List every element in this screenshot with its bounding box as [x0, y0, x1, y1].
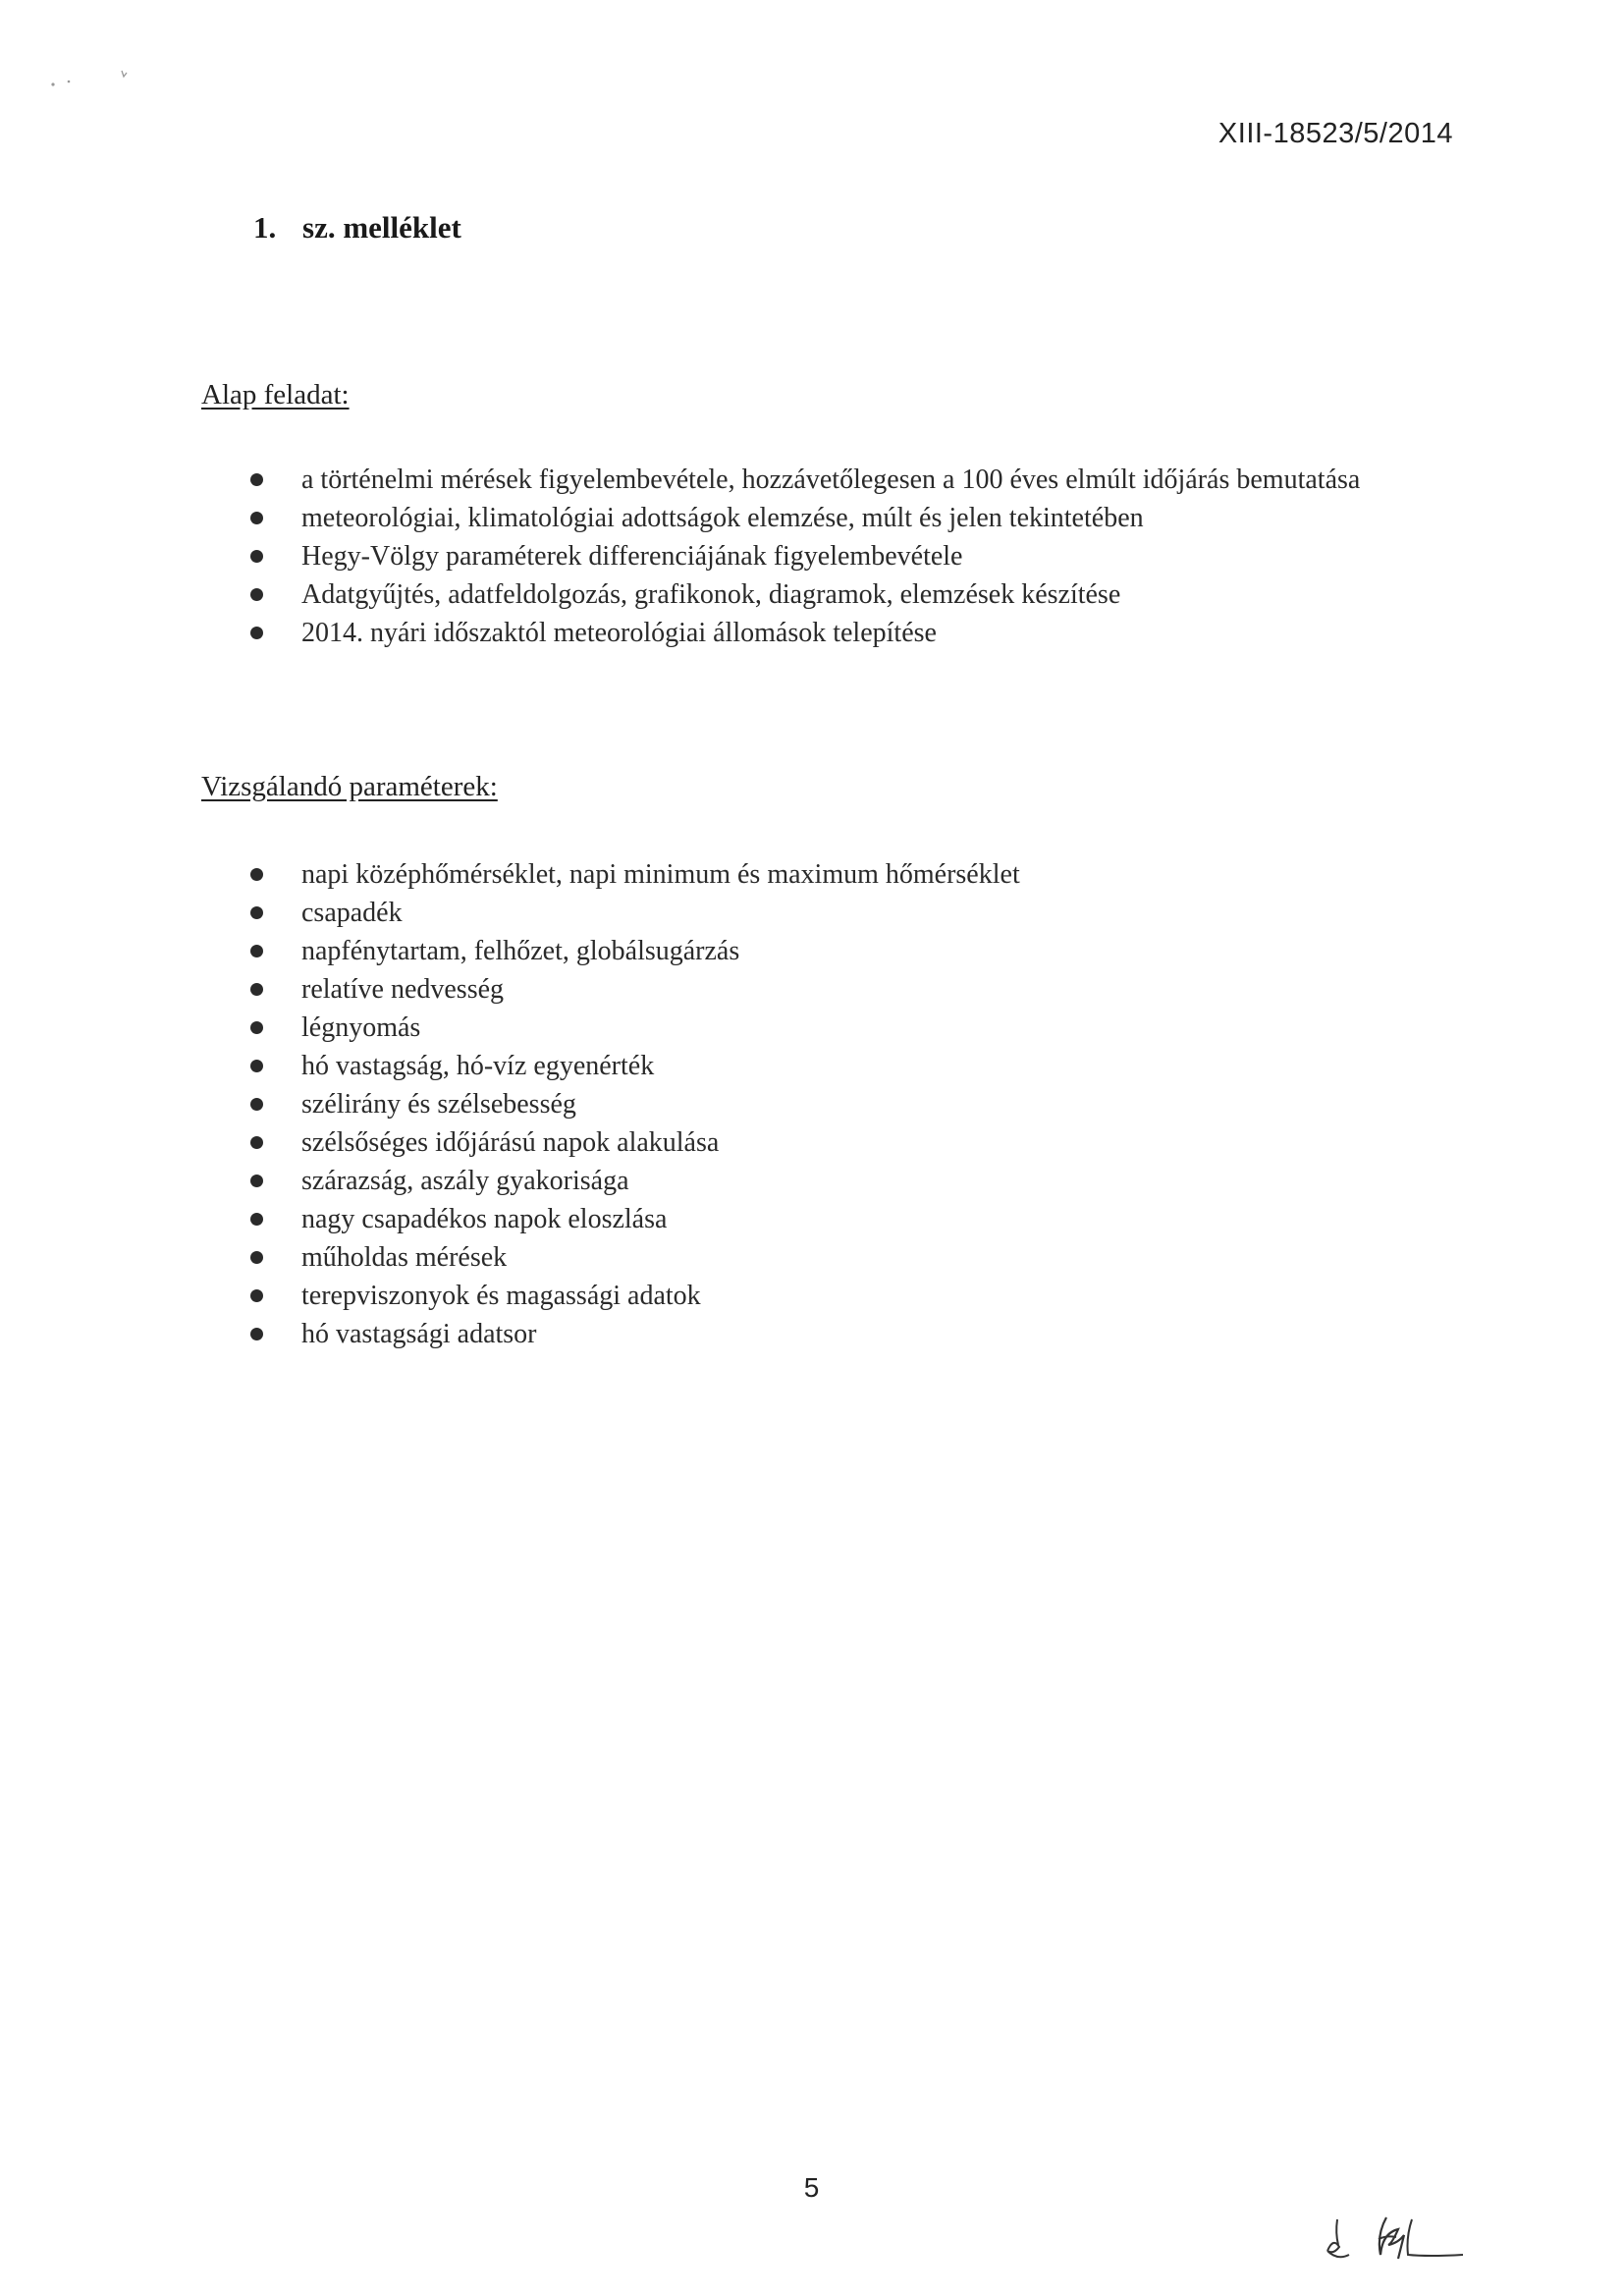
handwritten-signature-icon: [1316, 2200, 1512, 2278]
base-tasks-list: [201, 461, 1478, 652]
list-item-text: légnyomás: [301, 1012, 421, 1043]
list-item: [201, 932, 1478, 970]
bullet-icon: [250, 1098, 263, 1111]
list-item-text: 2014. nyári időszaktól meteorológiai állomások telepítése: [301, 618, 937, 648]
list-item: [201, 1123, 1478, 1162]
list-item-text: terepviszonyok és magassági adatok: [301, 1281, 701, 1311]
bullet-icon: [250, 1175, 263, 1187]
list-item: [201, 461, 1478, 499]
bullet-icon: [250, 588, 263, 601]
annex-title: [253, 210, 461, 246]
list-item-text: Adatgyűjtés, adatfeldolgozás, grafikonok, diagramok, elemzések készítése: [301, 579, 1121, 610]
scan-artifact-marks: [39, 59, 157, 98]
list-item: [201, 1009, 1478, 1047]
document-reference-number: XIII-18523/5/2014: [1217, 118, 1453, 149]
list-item-text: Hegy-Völgy paraméterek differenciájának figyelembevétele: [301, 541, 963, 572]
annex-number: 1.: [253, 210, 277, 245]
list-item: [201, 1162, 1478, 1200]
section-heading-base-tasks: Alap feladat:: [201, 379, 350, 410]
list-item: [201, 537, 1478, 575]
list-item: [201, 1200, 1478, 1238]
list-item: [201, 855, 1478, 894]
list-item-text: szélsőséges időjárású napok alakulása: [301, 1127, 720, 1158]
bullet-icon: [250, 1060, 263, 1072]
section-parameters: [201, 771, 1478, 1353]
list-item: [201, 614, 1478, 652]
list-item-text: hó vastagsági adatsor: [301, 1319, 537, 1349]
list-item: [201, 1085, 1478, 1123]
bullet-icon: [250, 906, 263, 919]
bullet-icon: [250, 945, 263, 957]
bullet-icon: [250, 1251, 263, 1264]
annex-title-text: sz. melléklet: [302, 210, 461, 245]
list-item: [201, 499, 1478, 537]
list-item-text: szélirány és szélsebesség: [301, 1089, 576, 1120]
list-item-text: műholdas mérések: [301, 1242, 508, 1273]
list-item: [201, 1047, 1478, 1085]
bullet-icon: [250, 627, 263, 639]
list-item-text: szárazság, aszály gyakorisága: [301, 1166, 629, 1196]
parameters-list: [201, 855, 1478, 1353]
bullet-icon: [250, 473, 263, 486]
bullet-icon: [250, 1021, 263, 1034]
list-item-text: csapadék: [301, 898, 403, 928]
bullet-icon: [250, 550, 263, 563]
list-item-text: a történelmi mérések figyelembevétele, hozzávetőlegesen a 100 éves elmúlt időjárás bemutatása: [301, 465, 1361, 495]
list-item: [201, 970, 1478, 1009]
list-item-text: napi középhőmérséklet, napi minimum és maximum hőmérséklet: [301, 859, 1020, 890]
bullet-icon: [250, 512, 263, 524]
bullet-icon: [250, 1289, 263, 1302]
bullet-icon: [250, 868, 263, 881]
bullet-icon: [250, 1328, 263, 1340]
list-item: [201, 1315, 1478, 1353]
list-item-text: relatíve nedvesség: [301, 974, 505, 1005]
list-item: [201, 575, 1478, 614]
list-item: [201, 1238, 1478, 1277]
page-number: 5: [803, 2172, 820, 2203]
list-item-text: nagy csapadékos napok eloszlása: [301, 1204, 668, 1234]
list-item-text: hó vastagság, hó-víz egyenérték: [301, 1051, 655, 1081]
bullet-icon: [250, 1136, 263, 1149]
section-heading-parameters: Vizsgálandó paraméterek:: [201, 771, 498, 802]
section-base-tasks: [201, 379, 1478, 652]
list-item: [201, 1277, 1478, 1315]
bullet-icon: [250, 983, 263, 996]
list-item-text: napfénytartam, felhőzet, globálsugárzás: [301, 936, 740, 966]
list-item-text: meteorológiai, klimatológiai adottságok elemzése, múlt és jelen tekintetében: [301, 503, 1144, 533]
list-item: [201, 894, 1478, 932]
bullet-icon: [250, 1213, 263, 1226]
